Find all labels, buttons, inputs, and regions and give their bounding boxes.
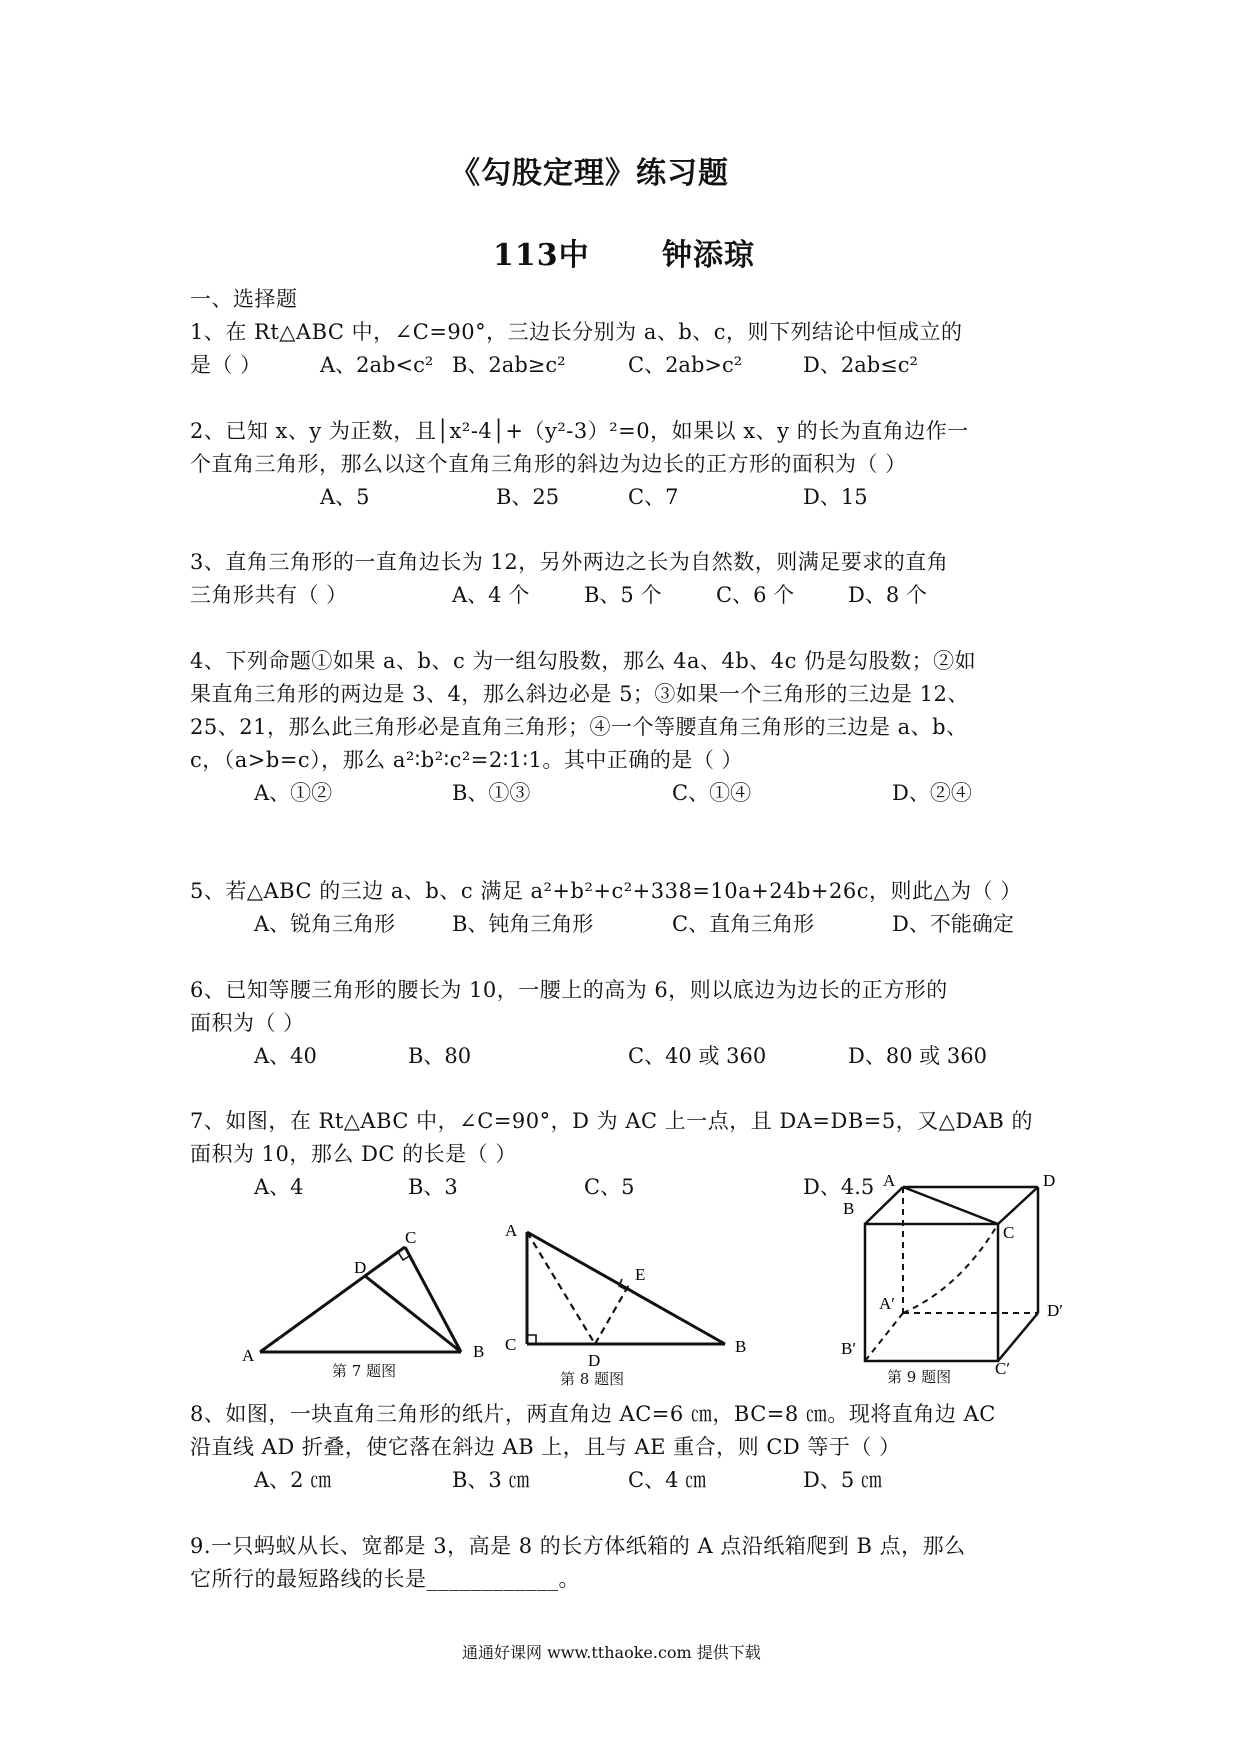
fig8-fold-line-ad	[527, 1232, 595, 1344]
q7-option-c: C、5	[584, 1175, 635, 1199]
q1-option-b: B、2ab≥c²	[452, 353, 566, 377]
q6-option-b: B、80	[408, 1044, 472, 1068]
q4-option-c: C、①④	[672, 781, 752, 805]
q3-option-c: C、6 个	[716, 583, 795, 607]
q5-text-line1: 5、若△ABC 的三边 a、b、c 满足 a²+b²+c²+338=10a+24b+26c，则此△为（ ）	[190, 879, 1022, 903]
figure-7-diagram	[240, 1225, 485, 1375]
author-name: 钟添琼	[662, 238, 755, 273]
q8-option-a: A、2 ㎝	[254, 1468, 332, 1492]
q4-option-b: B、①③	[452, 781, 531, 805]
q2-option-c: C、7	[628, 485, 679, 509]
q6-text-line1: 6、已知等腰三角形的腰长为 10，一腰上的高为 6，则以底边为边长的正方形的	[190, 978, 948, 1002]
fig7-caption: 第 7 题图	[332, 1362, 397, 1380]
q2-option-d: D、15	[803, 485, 868, 509]
fig9-caption: 第 9 题图	[887, 1368, 952, 1386]
q7-option-b: B、3	[408, 1175, 458, 1199]
q7-text-line1: 7、如图，在 Rt△ABC 中，∠C=90°，D 为 AC 上一点，且 DA=DB=5，又△DAB 的	[190, 1109, 1034, 1133]
fig9-hidden-left	[865, 1313, 903, 1361]
fig9-top-diagonal	[903, 1187, 998, 1224]
fig9-label-c-prime: C′	[995, 1359, 1011, 1378]
q6-text-line2: 面积为（ ）	[190, 1011, 305, 1035]
q2-text-line1: 2、已知 x、y 为正数，且│x²-4│+（y²-3）²=0，如果以 x、y 的长为直角边作一	[190, 419, 969, 443]
fig9-bottom-right-edge	[998, 1313, 1038, 1361]
q2-option-b: B、25	[496, 485, 560, 509]
q1-option-c: C、2ab>c²	[628, 353, 743, 377]
fig9-front-face	[865, 1224, 998, 1361]
page-title: 《勾股定理》练习题	[450, 156, 729, 191]
fig7-label-a: A	[242, 1346, 255, 1365]
figure-8-diagram	[495, 1220, 765, 1380]
q2-option-a: A、5	[320, 485, 370, 509]
q4-text-line4: c，（a>b=c），那么 a²∶b²∶c²=2∶1∶1。其中正确的是（ ）	[190, 748, 744, 772]
q3-text-line2: 三角形共有（ ）	[190, 583, 348, 607]
fig9-label-a: A	[883, 1171, 896, 1190]
q7-option-d: D、4.5	[803, 1175, 875, 1199]
fig7-label-b: B	[473, 1342, 485, 1361]
q4-option-d: D、②④	[892, 781, 972, 805]
fig8-segment-de	[595, 1283, 630, 1344]
q6-option-c: C、40 或 360	[628, 1044, 767, 1068]
q1-option-a: A、2ab<c²	[320, 353, 434, 377]
q6-option-a: A、40	[254, 1044, 317, 1068]
fig8-label-a: A	[505, 1221, 518, 1240]
fig9-label-b-prime: B′	[841, 1339, 857, 1358]
q9-text-line2: 它所行的最短路线的长是____________。	[190, 1567, 580, 1591]
school-name: 113中	[493, 238, 590, 273]
fig8-caption: 第 8 题图	[560, 1370, 625, 1388]
q1-option-d: D、2ab≤c²	[803, 353, 918, 377]
fig8-label-e: E	[635, 1265, 646, 1284]
q1-text-line2: 是（ ）	[190, 353, 262, 377]
q7-text-line2: 面积为 10，那么 DC 的长是（ ）	[190, 1142, 517, 1166]
q3-text-line1: 3、直角三角形的一直角边长为 12，另外两边之长为自然数，则满足要求的直角	[190, 550, 949, 574]
fig8-label-c: C	[505, 1335, 517, 1354]
fig7-label-c: C	[405, 1228, 417, 1247]
fig7-side-cb	[405, 1247, 461, 1352]
q6-option-d: D、80 或 360	[848, 1044, 987, 1068]
fig9-path-curve	[903, 1224, 998, 1313]
fig7-label-d: D	[354, 1258, 367, 1277]
q1-text-line1: 1、在 Rt△ABC 中，∠C=90°，三边长分别为 a、b、c，则下列结论中恒成立的	[190, 320, 963, 344]
fig8-label-b: B	[735, 1337, 747, 1356]
page-footer: 通通好课网 www.tthaoke.com 提供下载	[462, 1643, 761, 1662]
q5-option-a: A、锐角三角形	[254, 912, 396, 936]
fig9-top-edge-left	[865, 1187, 903, 1224]
fig9-label-a-prime: A′	[879, 1294, 895, 1313]
q7-option-a: A、4	[254, 1175, 304, 1199]
q4-option-a: A、①②	[254, 781, 333, 805]
q4-text-line3: 25、21，那么此三角形必是直角三角形；④一个等腰直角三角形的三边是 a、b、	[190, 715, 968, 739]
q8-option-d: D、5 ㎝	[803, 1468, 882, 1492]
q9-text-line1: 9.一只蚂蚁从长、宽都是 3，高是 8 的长方体纸箱的 A 点沿纸箱爬到 B 点，那么	[190, 1534, 966, 1558]
q3-option-d: D、8 个	[848, 583, 927, 607]
fig9-label-d-prime: D′	[1047, 1301, 1063, 1320]
fig7-segment-db	[365, 1276, 461, 1352]
q5-option-b: B、钝角三角形	[452, 912, 594, 936]
q8-option-b: B、3 ㎝	[452, 1468, 530, 1492]
q5-option-c: C、直角三角形	[672, 912, 815, 936]
fig8-label-d: D	[588, 1351, 601, 1370]
fig9-top-edge-right	[998, 1187, 1038, 1224]
fig9-label-b: B	[843, 1199, 855, 1218]
q3-option-a: A、4 个	[452, 583, 530, 607]
q8-text-line1: 8、如图，一块直角三角形的纸片，两直角边 AC=6 ㎝，BC=8 ㎝。现将直角边 AC	[190, 1402, 996, 1426]
fig9-label-d: D	[1043, 1171, 1056, 1190]
q4-text-line1: 4、下列命题①如果 a、b、c 为一组勾股数，那么 4a、4b、4c 仍是勾股数；②如	[190, 649, 977, 673]
q4-text-line2: 果直角三角形的两边是 3、4，那么斜边必是 5；③如果一个三角形的三边是 12、	[190, 682, 969, 706]
q8-text-line2: 沿直线 AD 折叠，使它落在斜边 AB 上，且与 AE 重合，则 CD 等于（ ）	[190, 1435, 901, 1459]
q5-option-d: D、不能确定	[892, 912, 1014, 936]
fig9-label-c: C	[1003, 1223, 1015, 1242]
q8-option-c: C、4 ㎝	[628, 1468, 707, 1492]
q2-text-line2: 个直角三角形，那么以这个直角三角形的斜边为边长的正方形的面积为（ ）	[190, 452, 907, 476]
fig7-side-ac	[260, 1247, 405, 1352]
section-heading: 一、选择题	[190, 287, 298, 311]
q3-option-b: B、5 个	[584, 583, 662, 607]
